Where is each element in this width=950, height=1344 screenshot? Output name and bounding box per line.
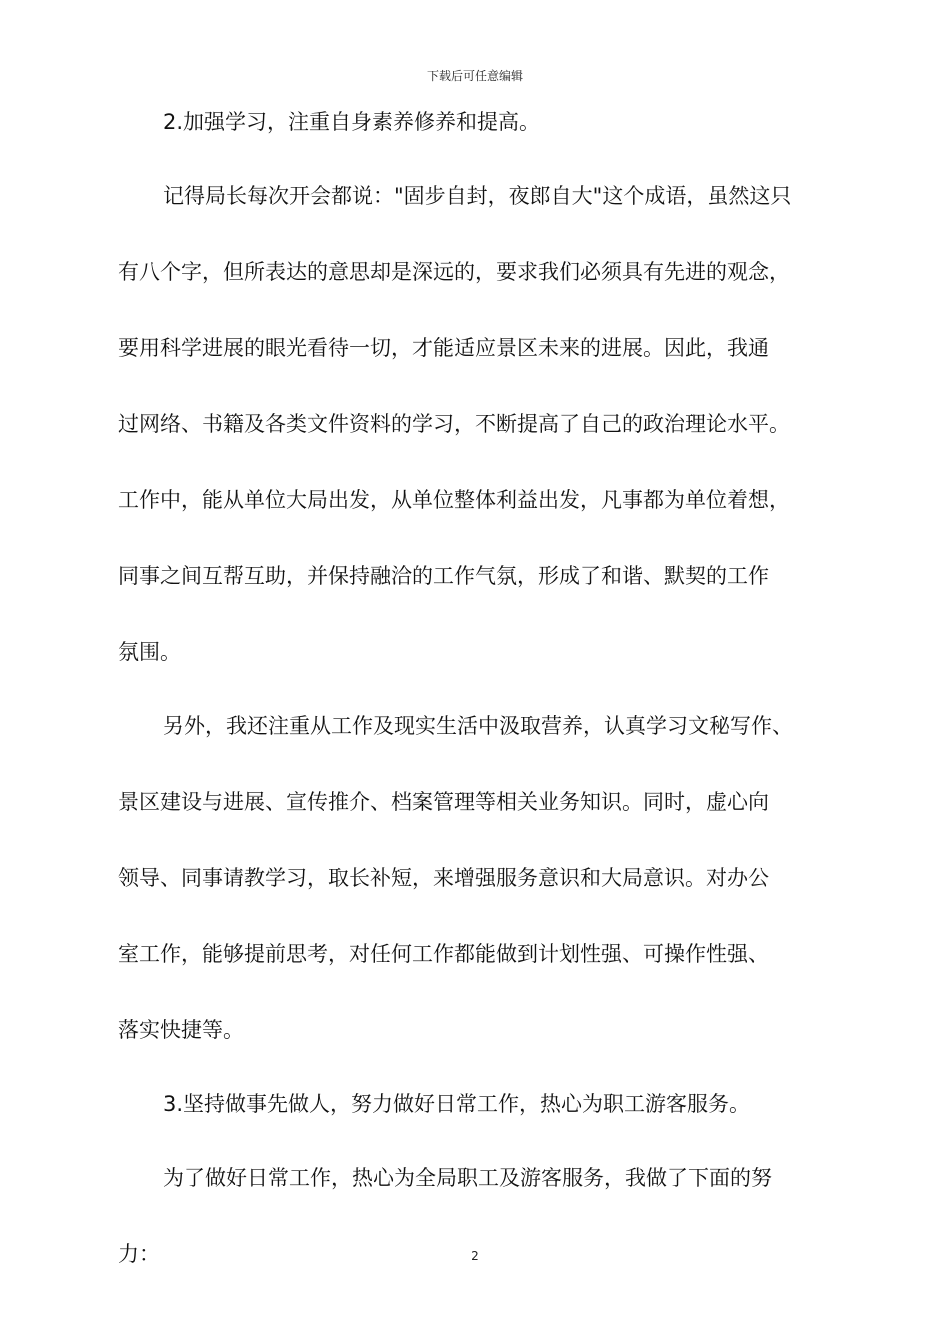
paragraph-line: 为了做好日常工作，热心为全局职工及游客服务，我做了下面的努 [163,1166,772,1190]
section-heading-3: 3.坚持做事先做人，努力做好日常工作，热心为职工游客服务。 [163,1092,751,1116]
paragraph-line: 氛围。 [118,640,181,664]
paragraph-line: 记得局长每次开会都说："固步自封，夜郎自大"这个成语，虽然这只 [163,184,792,208]
paragraph-line: 落实快捷等。 [118,1018,244,1042]
paragraph-line: 另外，我还注重从工作及现实生活中汲取营养，认真学习文秘写作、 [163,714,793,738]
paragraph-line: 景区建设与进展、宣传推介、档案管理等相关业务知识。同时，虚心向 [118,790,769,814]
paragraph-line: 工作中，能从单位大局出发，从单位整体利益出发，凡事都为单位着想， [118,488,790,512]
page-header: 下载后可任意编辑 [426,69,523,83]
section-heading-2: 2.加强学习，注重自身素养修养和提高。 [163,110,541,134]
paragraph-line: 要用科学进展的眼光看待一切，才能适应景区未来的进展。因此，我通 [118,336,769,360]
paragraph-line: 有八个字，但所表达的意思却是深远的，要求我们必须具有先进的观念， [118,260,790,284]
paragraph-line: 室工作，能够提前思考，对任何工作都能做到计划性强、可操作性强、 [118,942,769,966]
paragraph-line: 领导、同事请教学习，取长补短，来增强服务意识和大局意识。对办公 [118,866,769,890]
page-number: 2 [471,1249,479,1263]
paragraph-line: 同事之间互帮互助，并保持融洽的工作气氛，形成了和谐、默契的工作 [118,564,769,588]
paragraph-line: 过网络、书籍及各类文件资料的学习，不断提高了自己的政治理论水平。 [118,412,790,436]
document-body [118,104,830,1273]
paragraph-line: 力： [118,1242,160,1266]
